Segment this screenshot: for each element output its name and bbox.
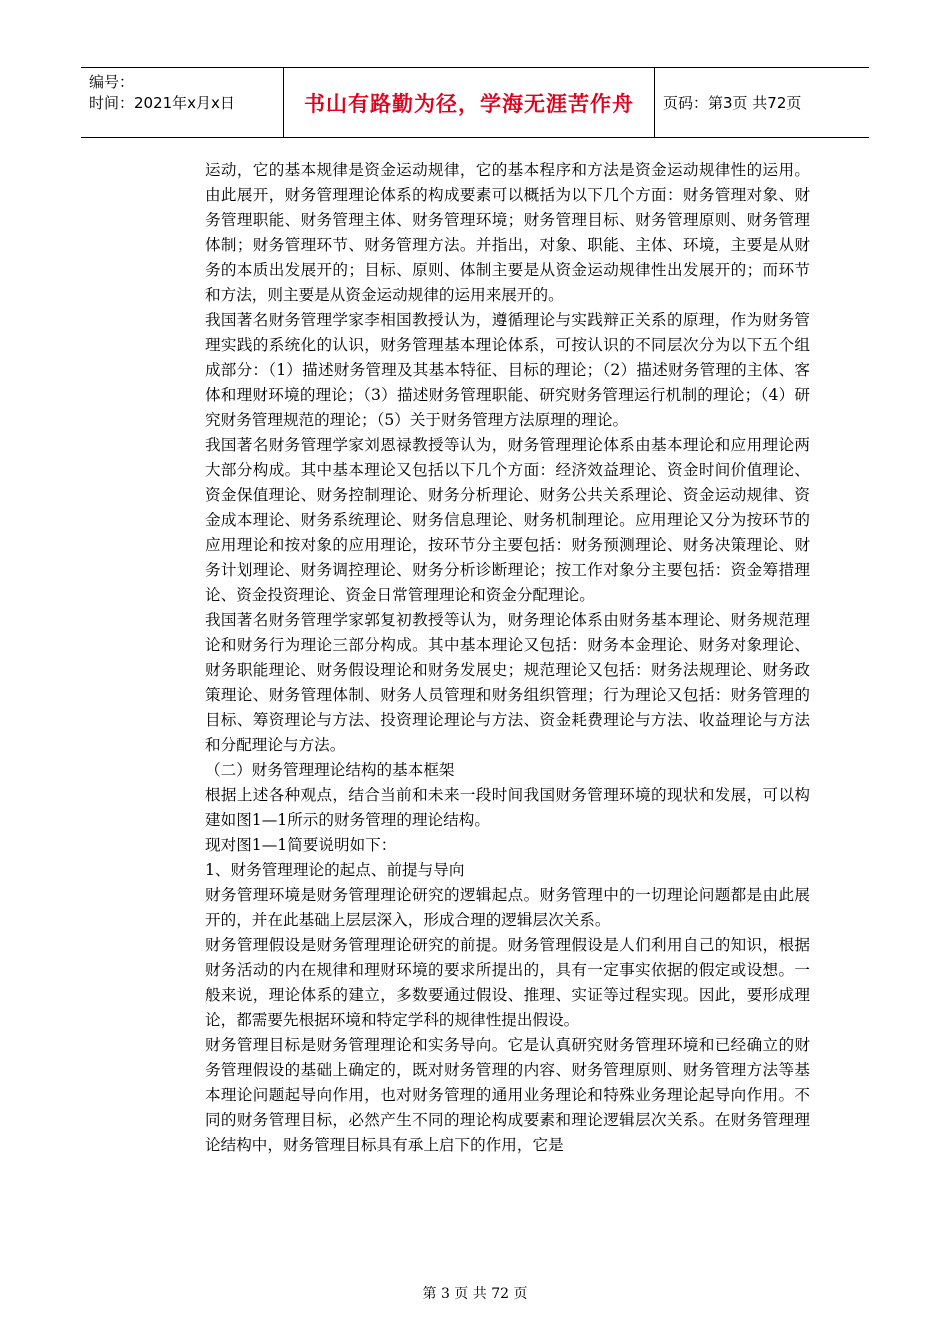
paragraph: 运动，它的基本规律是资金运动规律，它的基本程序和方法是资金运动规律性的运用。由此展开，财务管理理论体系的构成要素可以概括为以下几个方面：财务管理对象、财务管理职能、财务管理主体、财务管理环境；财务管理目标、财务管理原则、财务管理体制；财务管理环节、财务管理方法。并指出，对象、职能、主体、环境，主要是从财务的本质出发展开的；目标、原则、体制主要是从资金运动规律性出发展开的；而环节和方法，则主要是从资金运动规律的运用来展开的。	[205, 161, 810, 304]
section-heading: （二）财务管理理论结构的基本框架	[205, 761, 455, 779]
paragraph: 我国著名财务管理学家李相国教授认为，遵循理论与实践辩正关系的原理，作为财务管理实践的系统化的认识，财务管理基本理论体系，可按认识的不同层次分为以下五个组成部分：（1）描述财务管理及其基本特征、目标的理论；（2）描述财务管理的主体、客体和理财环境的理论；（3）描述财务管理职能、研究财务管理运行机制的理论；（4）研究财务管理规范的理论；（5）关于财务管理方法原理的理论。	[205, 311, 810, 429]
footer-page-number: 第 3 页 共 72 页	[422, 1286, 528, 1302]
subsection-heading: 1、财务管理理论的起点、前提与导向	[205, 861, 465, 879]
header-meta-cell	[81, 68, 283, 137]
paragraph: 我国著名财务管理学家郭复初教授等认为，财务理论体系由财务基本理论、财务规范理论和财务行为理论三部分构成。其中基本理论又包括：财务本金理论、财务对象理论、财务职能理论、财务假设理论和财务发展史；规范理论又包括：财务法规理论、财务政策理论、财务管理体制、财务人员管理和财务组织管理；行为理论又包括：财务管理的目标、筹资理论与方法、投资理论理论与方法、资金耗费理论与方法、收益理论与方法和分配理论与方法。	[205, 611, 810, 754]
header-motto-cell	[283, 68, 655, 137]
motto-text: 书山有路勤为径，学海无涯苦作舟	[304, 91, 634, 116]
header-page-cell	[655, 68, 869, 137]
date-label: 时间：2021年x月x日	[89, 94, 235, 112]
page-info: 页码：第3页 共72页	[663, 94, 802, 112]
paragraph: 现对图1—1简要说明如下：	[205, 836, 397, 854]
paragraph: 财务管理环境是财务管理理论研究的逻辑起点。财务管理中的一切理论问题都是由此展开的，并在此基础上层层深入，形成合理的逻辑层次关系。	[205, 886, 810, 929]
paragraph: 根据上述各种观点，结合当前和未来一段时间我国财务管理环境的现状和发展，可以构建如图1—1所示的财务管理的理论结构。	[205, 786, 810, 829]
paragraph: 财务管理假设是财务管理理论研究的前提。财务管理假设是人们利用自己的知识，根据财务活动的内在规律和理财环境的要求所提出的，具有一定事实依据的假定或设想。一般来说，理论体系的建立，多数要通过假设、推理、实证等过程实现。因此，要形成理论，都需要先根据环境和特定学科的规律性提出假设。	[205, 936, 810, 1029]
document-body	[205, 158, 810, 1158]
header-table	[81, 67, 869, 138]
paragraph: 我国著名财务管理学家刘恩禄教授等认为，财务管理理论体系由基本理论和应用理论两大部分构成。其中基本理论又包括以下几个方面：经济效益理论、资金时间价值理论、资金保值理论、财务控制理论、财务分析理论、财务公共关系理论、资金运动规律、资金成本理论、财务系统理论、财务信息理论、财务机制理论。应用理论又分为按环节的应用理论和按对象的应用理论，按环节分主要包括：财务预测理论、财务决策理论、财务计划理论、财务调控理论、财务分析诊断理论；按工作对象分主要包括：资金筹措理论、资金投资理论、资金日常管理理论和资金分配理论。	[205, 436, 810, 604]
paragraph: 财务管理目标是财务管理理论和实务导向。它是认真研究财务管理环境和已经确立的财务管理假设的基础上确定的，既对财务管理的内容、财务管理原则、财务管理方法等基本理论问题起导向作用，也对财务管理的通用业务理论和特殊业务理论起导向作用。不同的财务管理目标，必然产生不同的理论构成要素和理论逻辑层次关系。在财务管理理论结构中，财务管理目标具有承上启下的作用，它是	[205, 1036, 810, 1154]
page-footer	[0, 1283, 950, 1303]
serial-label: 编号：	[89, 73, 135, 91]
